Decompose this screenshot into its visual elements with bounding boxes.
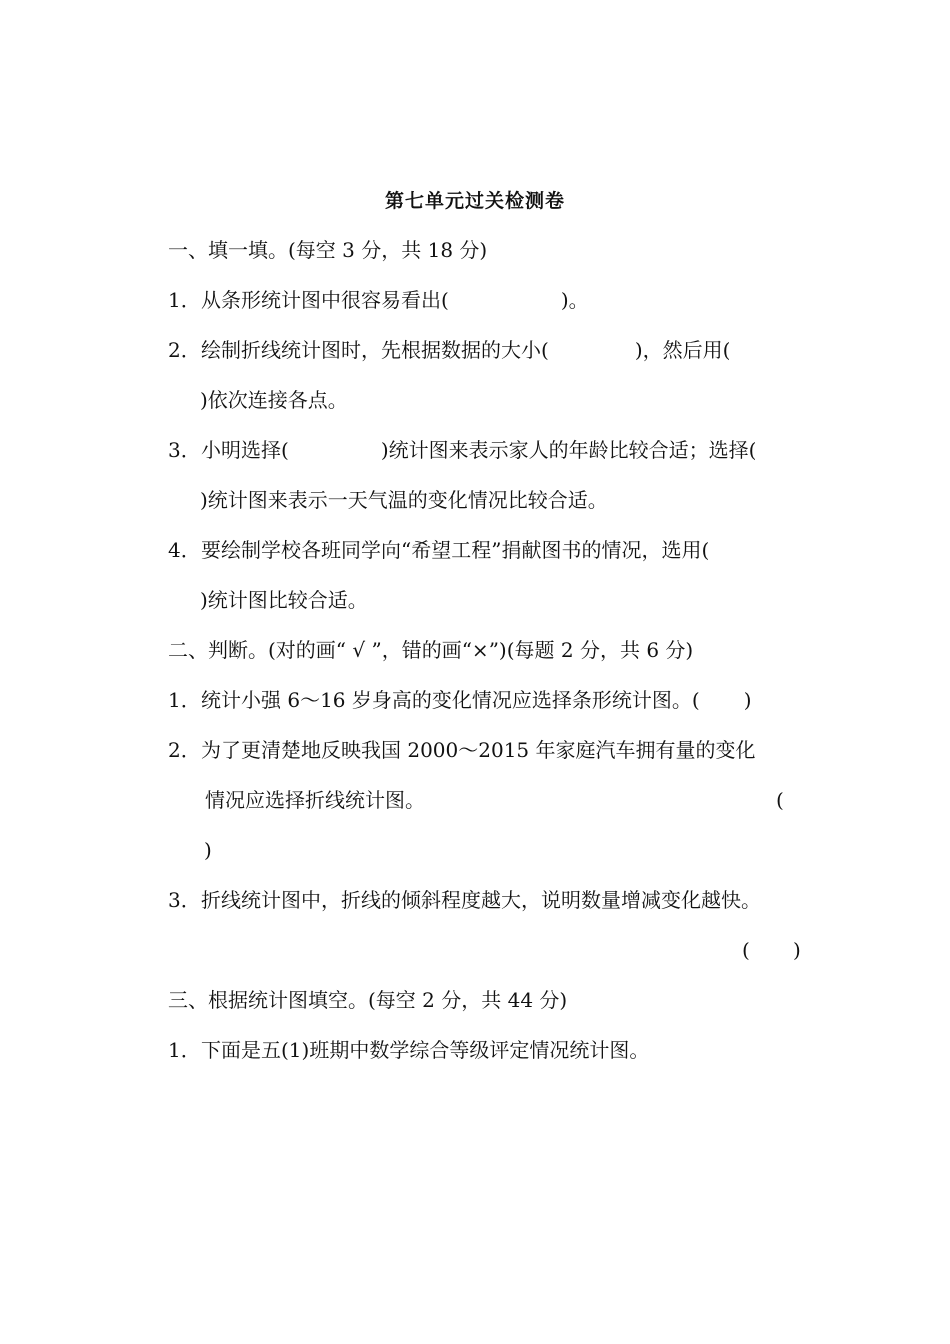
question-number: 1． — [168, 688, 201, 712]
question-text: 统计小强 6～16 岁身高的变化情况应选择条形统计图。( — [201, 688, 700, 712]
question-text: )。 — [560, 288, 589, 312]
question-number: 1． — [168, 288, 201, 312]
answer-paren-close: ) — [204, 838, 212, 862]
section-2-heading: 二、判断。(对的画“ √ ”，错的画“×”)(每题 2 分，共 6 分) — [168, 638, 694, 662]
s2-question-2 — [168, 737, 756, 763]
s1-question-3-continued: )统计图来表示一天气温的变化情况比较合适。 — [200, 488, 608, 512]
section-1-heading: 一、填一填。(每空 3 分，共 18 分) — [168, 238, 488, 262]
answer-paren-close: ) — [793, 938, 801, 962]
s1-question-3 — [168, 437, 756, 463]
question-text: 要绘制学校各班同学向“希望工程”捐献图书的情况，选用( — [201, 538, 710, 562]
s1-question-4-continued: )统计图比较合适。 — [200, 588, 368, 612]
question-number: 4． — [168, 538, 201, 562]
question-number: 2． — [168, 738, 201, 762]
s1-question-4 — [168, 537, 709, 563]
s3-question-1 — [168, 1037, 649, 1063]
question-text: 折线统计图中，折线的倾斜程度越大，说明数量增减变化越快。 — [201, 888, 761, 912]
section-3-heading: 三、根据统计图填空。(每空 2 分，共 44 分) — [168, 988, 568, 1012]
question-number: 1． — [168, 1038, 201, 1062]
question-text: 小明选择( — [201, 438, 289, 462]
s2-question-1 — [168, 687, 752, 713]
s2-question-3 — [168, 887, 761, 913]
s1-question-2-continued: )依次连接各点。 — [200, 388, 348, 412]
question-text: 为了更清楚地反映我国 2000～2015 年家庭汽车拥有量的变化 — [201, 738, 756, 762]
question-number: 3． — [168, 438, 201, 462]
s1-question-1 — [168, 287, 589, 313]
answer-paren-close: ) — [743, 688, 752, 712]
answer-paren-open[interactable]: ( — [776, 788, 784, 812]
s2-question-2-continued: 情况应选择折线统计图。 — [205, 788, 425, 812]
question-number: 2． — [168, 338, 201, 362]
question-text: )，然后用( — [634, 338, 731, 362]
question-number: 3． — [168, 888, 201, 912]
s1-question-2 — [168, 337, 730, 363]
answer-paren-open[interactable]: ( — [742, 938, 750, 962]
question-text: 绘制折线统计图时，先根据数据的大小( — [201, 338, 549, 362]
page-title: 第七单元过关检测卷 — [384, 190, 565, 212]
question-text: 从条形统计图中很容易看出( — [201, 288, 449, 312]
question-text: 下面是五(1)班期中数学综合等级评定情况统计图。 — [201, 1038, 650, 1062]
question-text: )统计图来表示家人的年龄比较合适；选择( — [380, 438, 757, 462]
